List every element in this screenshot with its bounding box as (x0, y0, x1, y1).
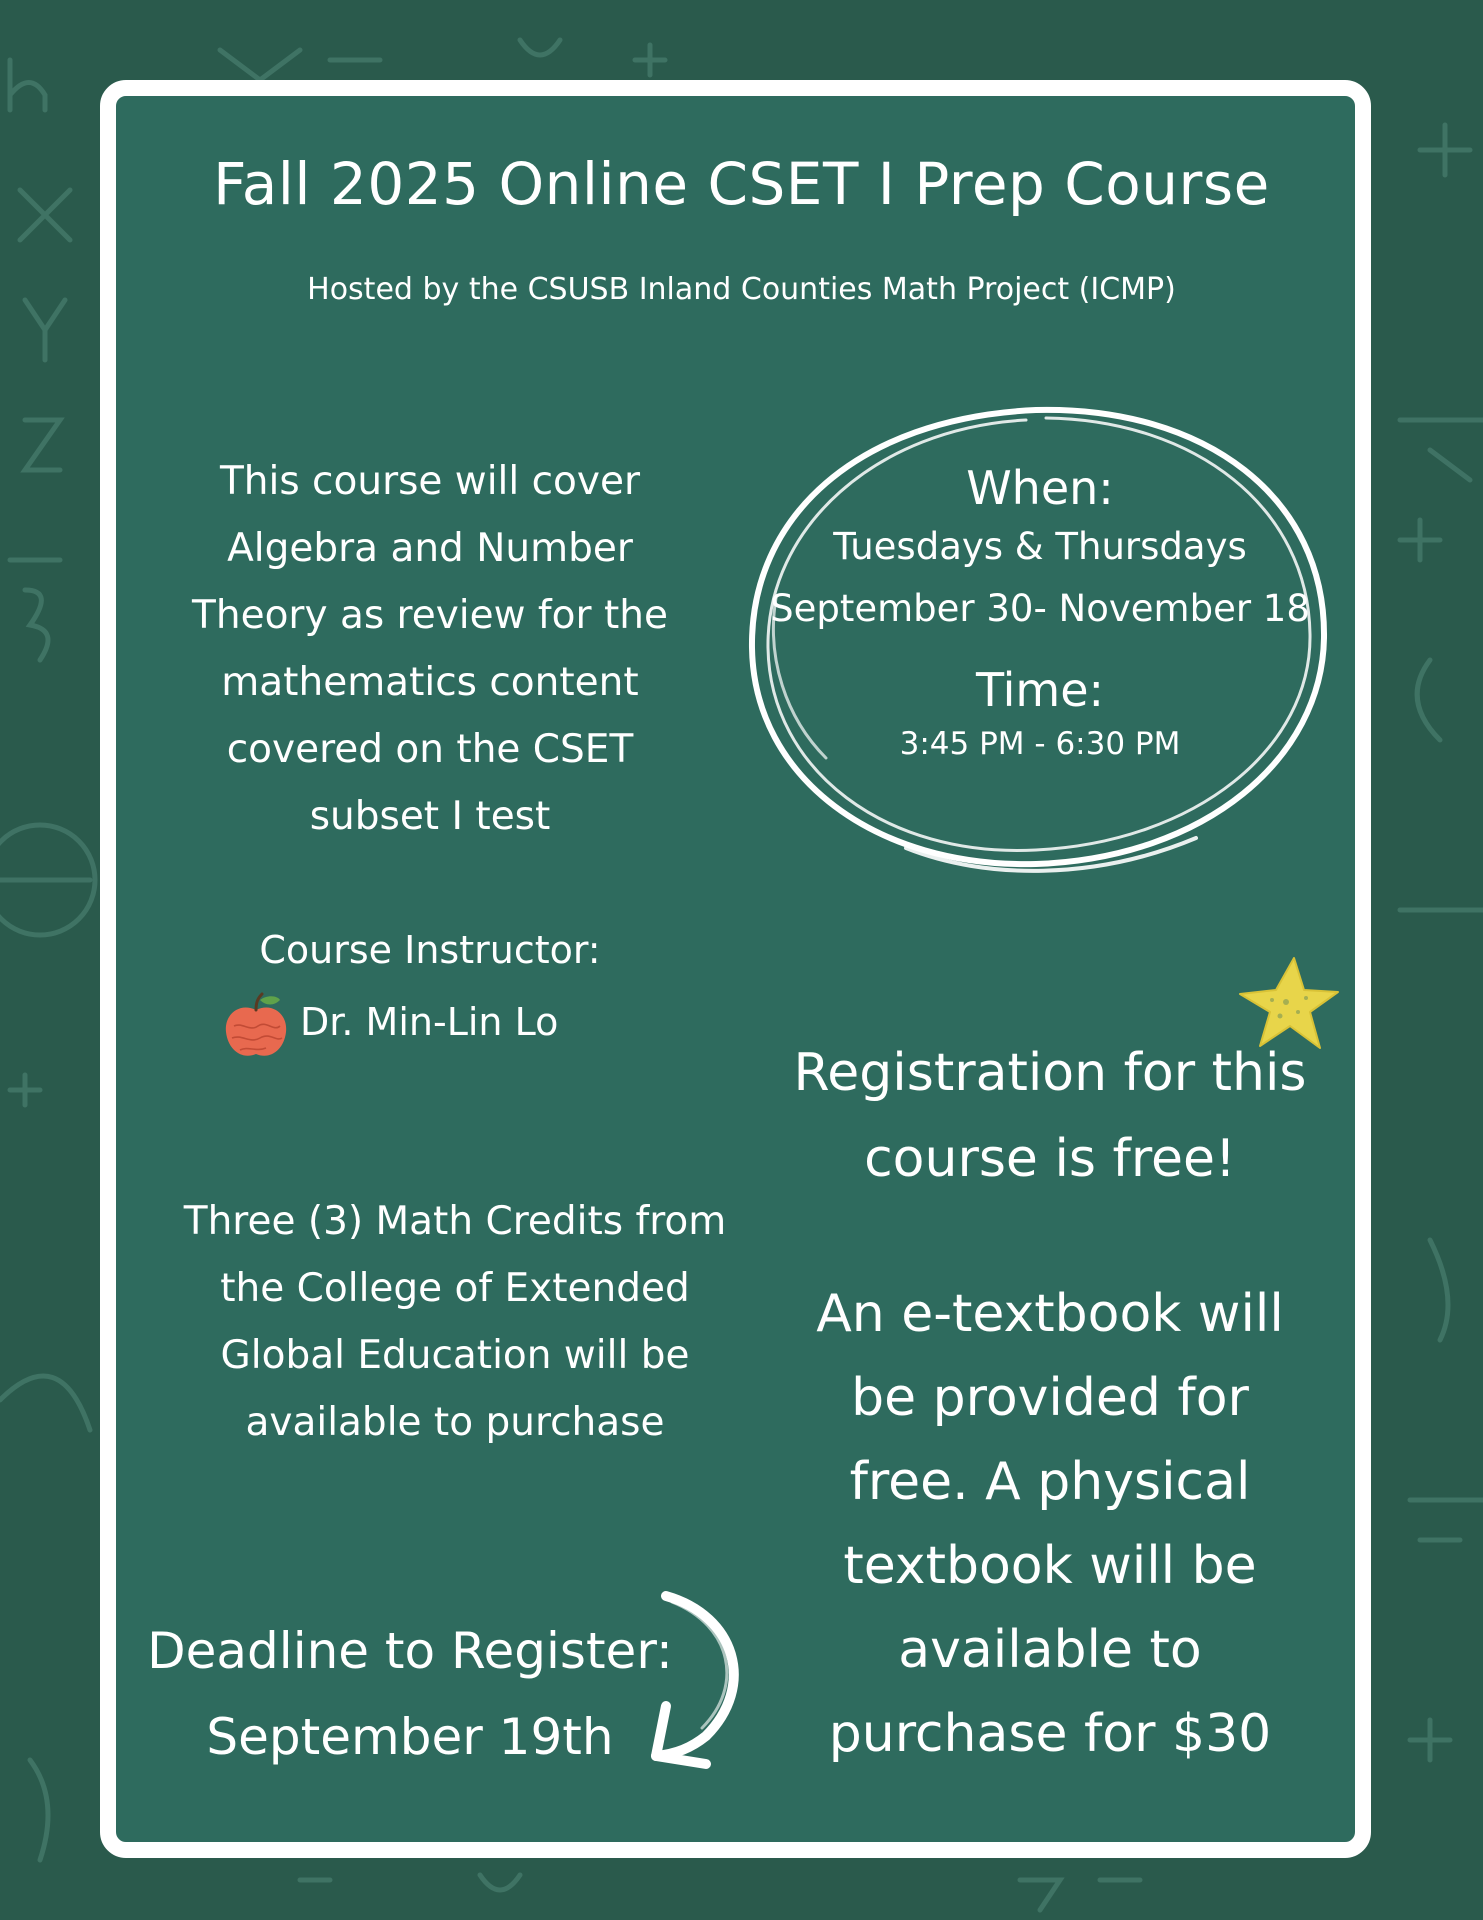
textbook-note: An e-textbook will be provided for free. A physical textbook will be available to purchase for $30 (816, 1284, 1284, 1764)
schedule-days: Tuesdays & Thursdays (833, 525, 1247, 568)
when-label: When: (966, 461, 1114, 515)
apple-icon (220, 992, 292, 1064)
schedule-block (740, 460, 1340, 770)
deadline-date: September 19th (206, 1708, 614, 1766)
deadline-label: Deadline to Register: (147, 1622, 673, 1680)
instructor-label: Course Instructor: (259, 928, 601, 972)
instructor-name: Dr. Min-Lin Lo (300, 1000, 559, 1044)
credits-note: Three (3) Math Credits from the College of Extended Global Education will be available to purchase (183, 1199, 727, 1445)
schedule-dates: September 30- November 18 (770, 587, 1310, 630)
deadline-block (130, 1608, 690, 1780)
page-title: Fall 2025 Online CSET I Prep Course (213, 150, 1270, 218)
time-label: Time: (975, 663, 1105, 717)
page-subtitle: Hosted by the CSUSB Inland Counties Math Project (ICMP) (307, 272, 1176, 307)
schedule-time: 3:45 PM - 6:30 PM (899, 726, 1181, 762)
course-description: This course will cover Algebra and Number Theory as review for the mathematics content covered on the CSET subset I test (192, 459, 668, 839)
registration-note: Registration for this course is free! (793, 1043, 1307, 1189)
